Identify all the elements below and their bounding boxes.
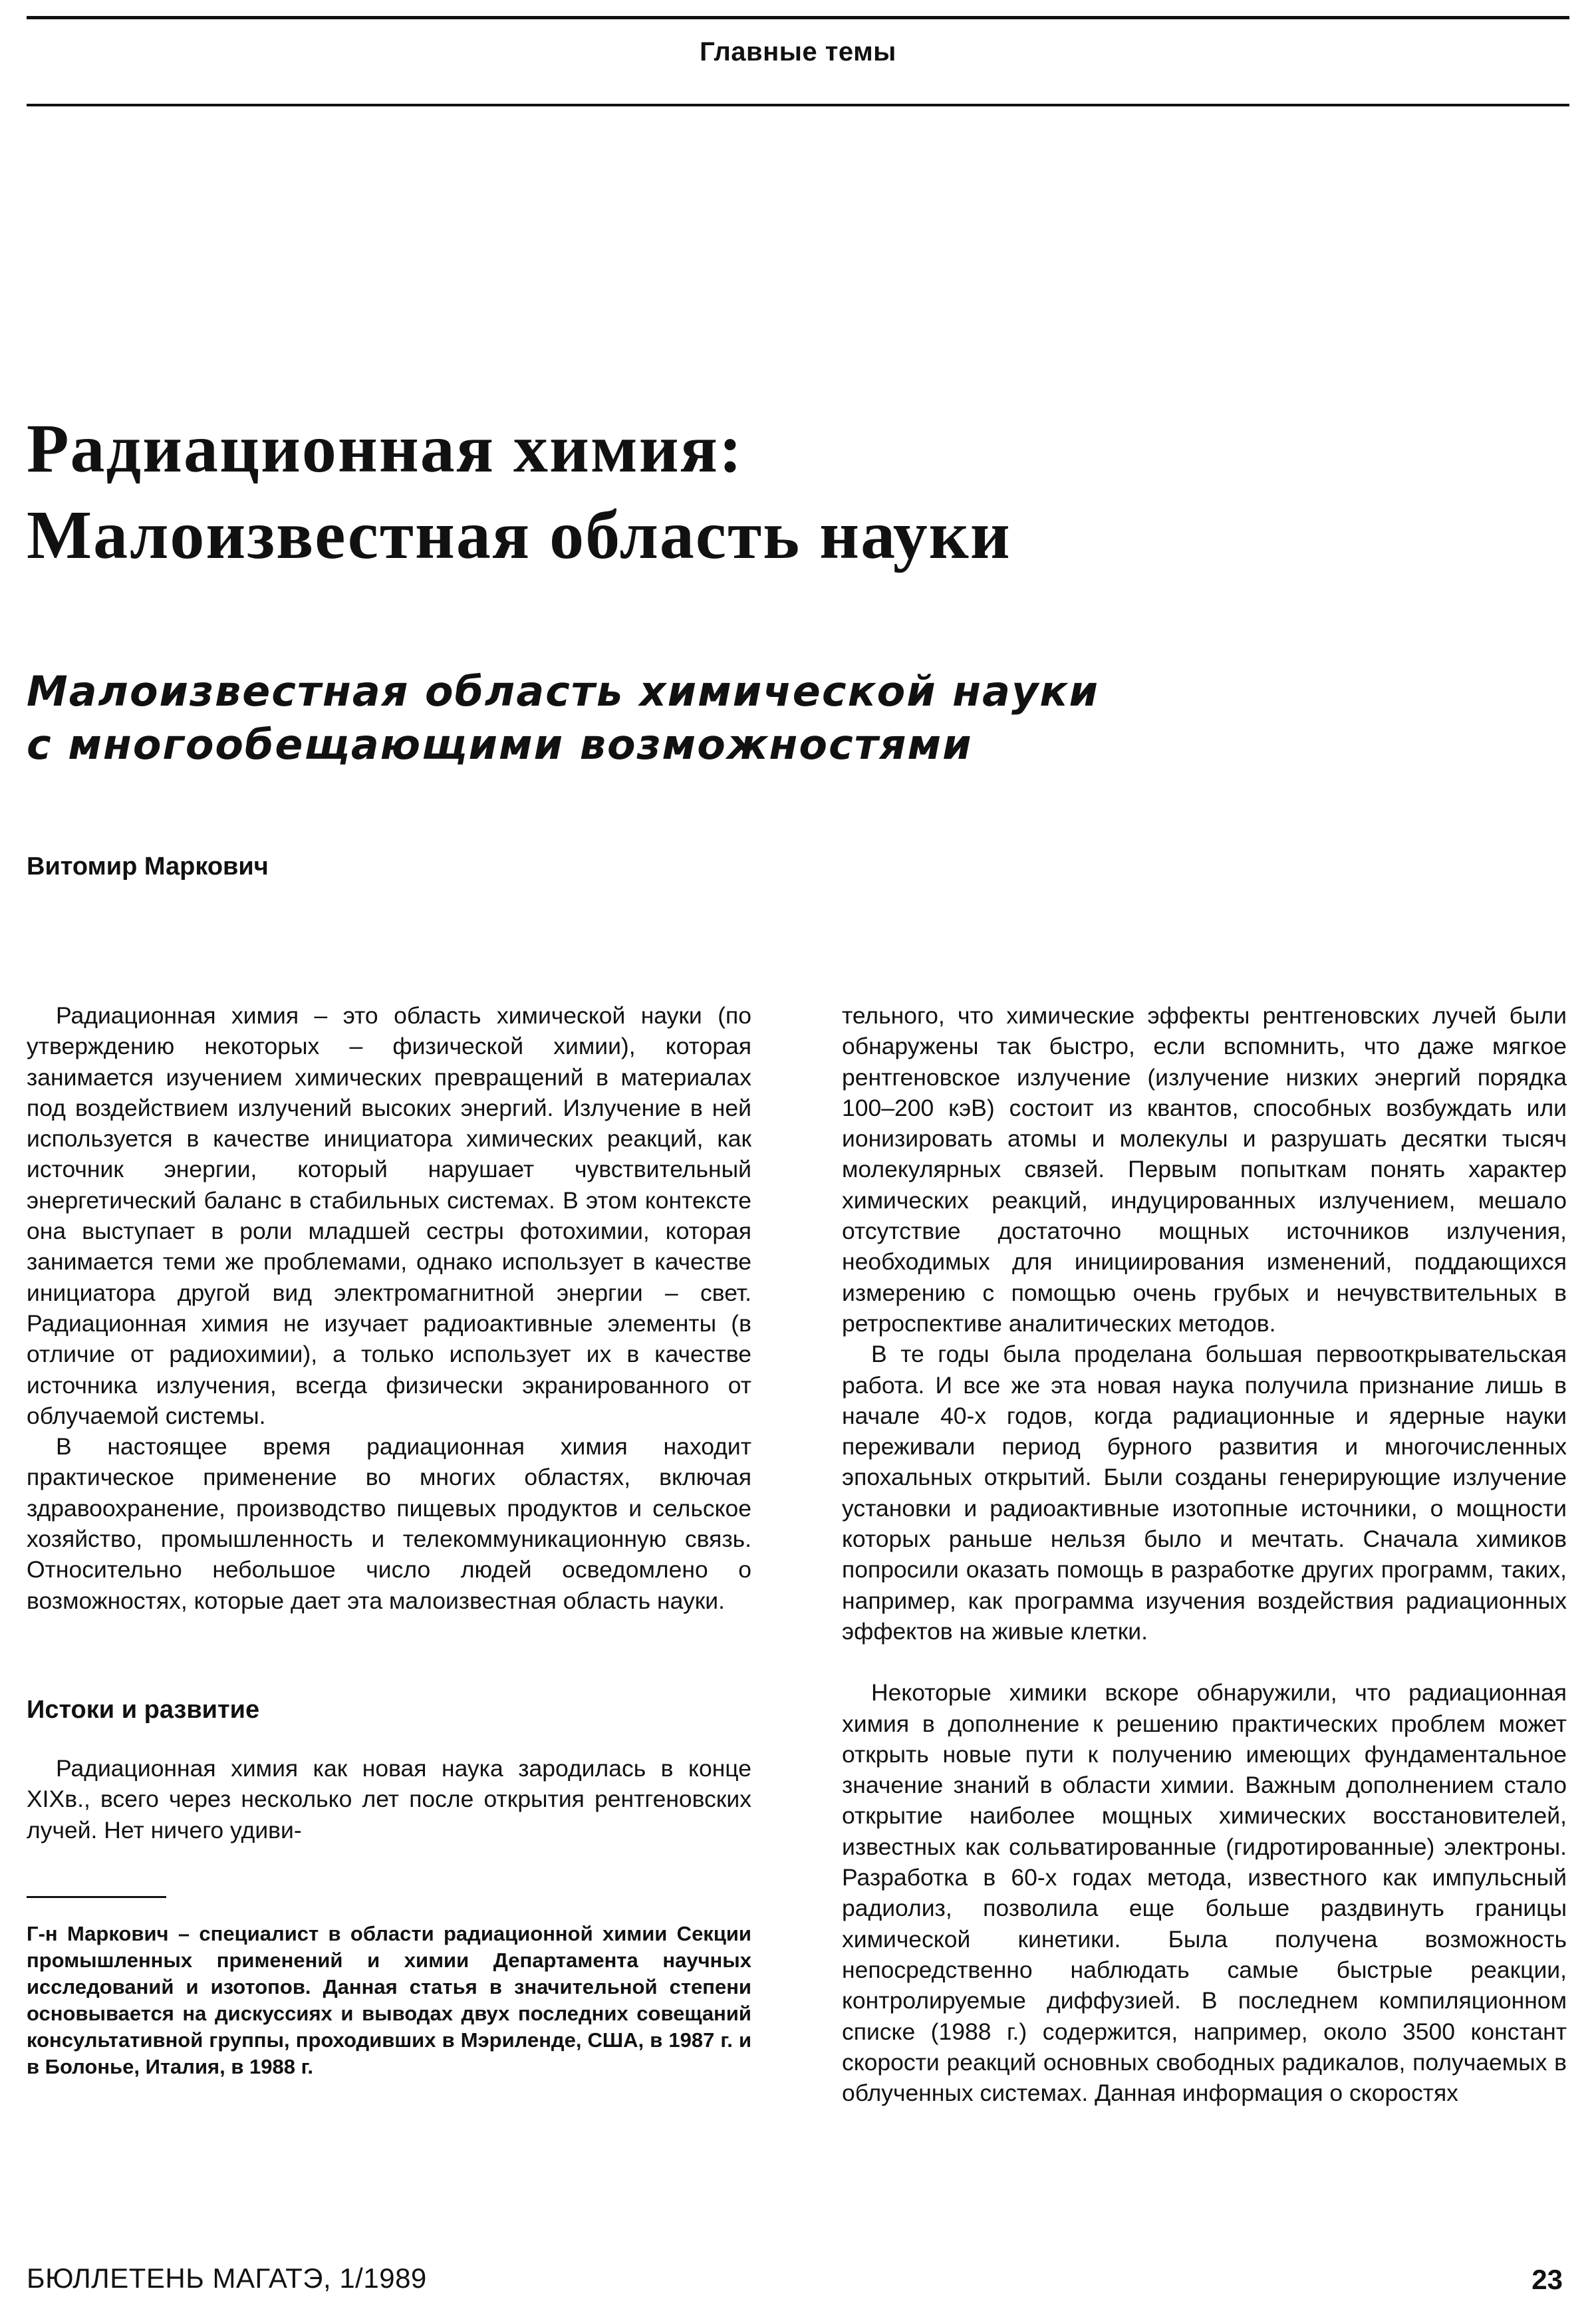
title-line-1: Радиационная химия:: [27, 410, 743, 487]
right-paragraph-1: тельного, что химические эффекты рентгеновских лучей были обнаружены так быстро, если вспомнить, что даже мягкое рентгеновское излучение (излучение низких энергий порядка 100–200 кэВ) состоит из квантов, способных возбуждать или ионизировать атомы и молекулы и разрушать десятки тысяч молекулярных связей. Первым попыткам понять характер химических реакций, индуцированных излучением, мешало отсутствие достаточно мощных источников излучения, необходимых для инициирования изменений, поддающихся измерению с помощью очень грубых и нечувствительных в ретроспективе аналитических методов.: [842, 1002, 1567, 1337]
spacer: [27, 1616, 751, 1695]
title-line-2: Малоизвестная область науки: [27, 497, 1011, 573]
page-number: 23: [1531, 2264, 1563, 2295]
spacer: [842, 1647, 1567, 1677]
left-paragraph-1: Радиационная химия – это область химической науки (по утверждению некоторых – физической химии), которая занимается изучением химических превращений в материалах под воздействием излучений высоких энергий. Излучение в ней используется в качестве инициатора химических реакций, как источник энергии, который нарушает чувствительный энергетический баланс в стабильных системах. В этом контексте она выступает в роли младшей сестры фотохимии, которая занимается теми же проблемами, однако использует в качестве инициатора другой вид электромагнитной энергии – свет. Радиационная химия не изучает радиоактивные элементы (в отличие от радиохимии), а только использует их в качестве источника излучения, всегда физически экранированного от облучаемой системы.: [27, 1002, 751, 1429]
article-title: [27, 406, 1556, 579]
spacer: [27, 1725, 751, 1753]
section-paragraph: Радиационная химия как новая наука зародилась в конце XIXв., всего через несколько лет после открытия рентгеновских лучей. Нет ничего удиви-: [27, 1754, 751, 1843]
author-footnote: Г-н Маркович – специалист в области радиационной химии Секции промышленных применений и химии Департамента научных исследований и изотопов. Данная статья в значительной степени основывается на дискуссиях и выводах двух последних совещаний консультативной группы, проходивших в Мэриленде, США, в 1987 г. и в Болонье, Италия, в 1988 г.: [27, 1921, 751, 2078]
right-paragraph-2: В те годы была проделана большая первооткрывательская работа. И все же эта новая наука получила признание лишь в начале 40-х годов, когда радиационные и ядерные науки переживали период бурного развития и многочисленных эпохальных открытий. Были созданы генерирующие излучение установки и радиоактивные изотопные источники, о мощности которых раньше нельзя было и мечтать. Сначала химиков попросили оказать помощь в разработке других программ, таких, например, как программа изучения воздействия радиационных эффектов на живые клетки.: [842, 1341, 1567, 1645]
author-name: Витомир Маркович: [27, 853, 269, 881]
subtitle-line-1: Малоизвестная область химической науки: [27, 667, 1099, 716]
left-column: [27, 1000, 751, 2080]
right-paragraph-3: Некоторые химики вскоре обнаружили, что радиационная химия в дополнение к решению практических проблем может открыть новые пути к получению имеющих фундаментальное значение знаний в области химии. Важным дополнением стало открытие наиболее мощных химических восстановителей, известных как сольватированные (гидротированные) электроны. Разработка в 60-х годах метода, известного как импульсный радиолиз, позволила еще больше раздвинуть границы химической кинетики. Была получена возможность непосредственно наблюдать самые быстрые реакции, контролируемые диффузией. В последнем компиляционном списке (1988 г.) содержится, например, около 3500 констант скорости реакций основных свободных радикалов, получаемых в облученных системах. Данная информация о скоростях: [842, 1679, 1567, 2107]
left-paragraph-2: В настоящее время радиационная химия находит практическое применение во многих областях, включая здравоохранение, производство пищевых продуктов и сельское хозяйство, промышленность и телекоммуникационную связь. Относительно небольшое число людей осведомлено о возможностях, которые дает эта малоизвестная область науки.: [27, 1433, 751, 1614]
header-rule-bottom: [27, 104, 1569, 106]
section-heading: Истоки и развитие: [27, 1695, 260, 1724]
subtitle-line-2: с многообещающими возможностями: [27, 720, 973, 769]
section-label: Главные темы: [700, 37, 896, 67]
publication-footer: БЮЛЛЕТЕНЬ МАГАТЭ, 1/1989: [27, 2262, 427, 2294]
spacer: [27, 1845, 751, 1896]
footnote-divider: [27, 1896, 166, 1898]
right-column: [842, 1000, 1567, 2108]
header-rule-top: [27, 16, 1569, 19]
article-subtitle: [27, 665, 1556, 771]
